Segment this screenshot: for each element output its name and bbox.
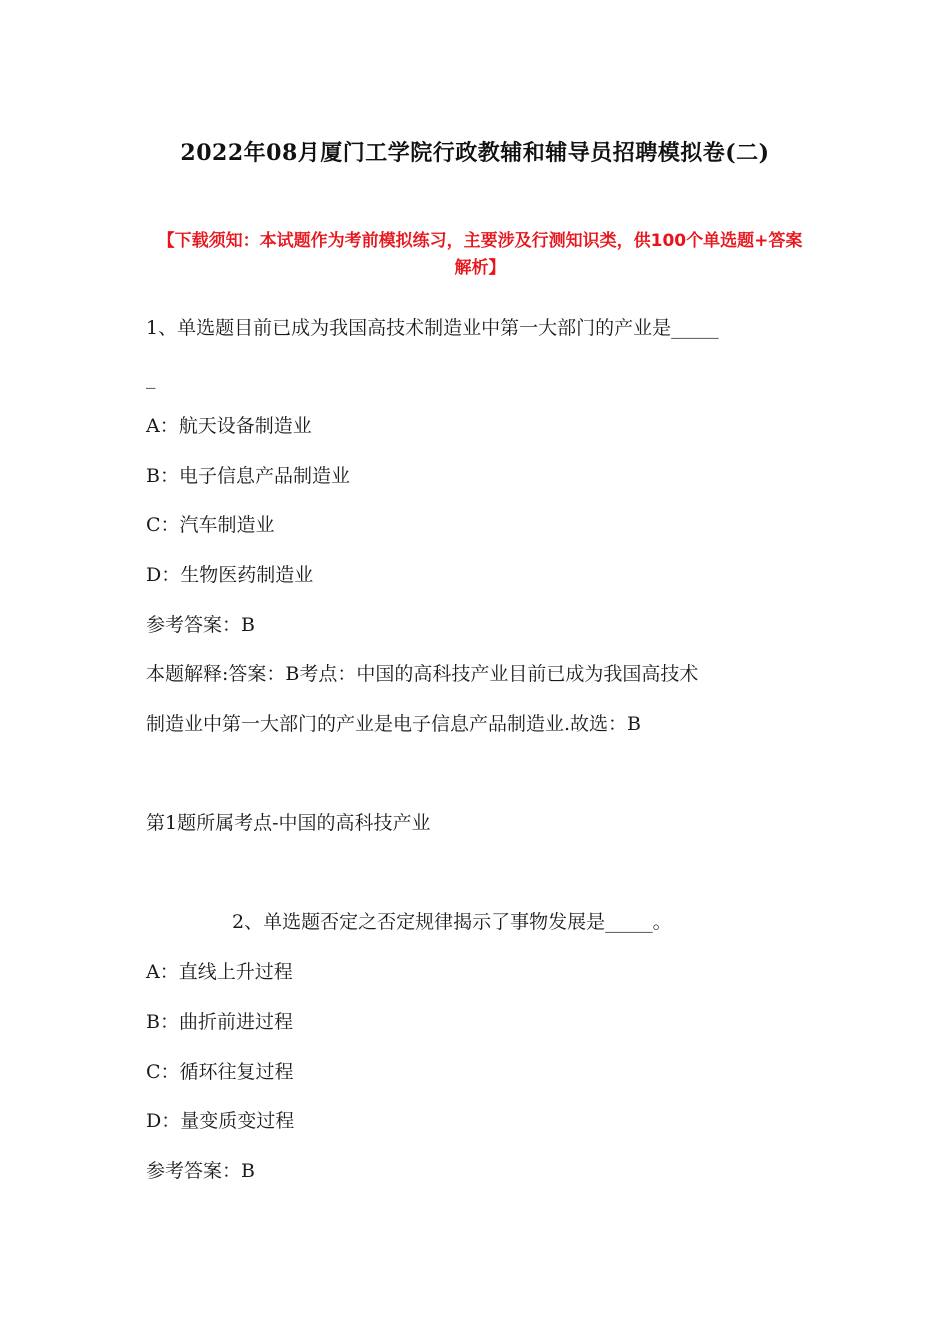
- question-1-explanation: 本题解释:答案：B考点：中国的高科技产业目前已成为我国高技术: [146, 663, 699, 685]
- question-1-explanation-continued: 制造业中第一大部门的产业是电子信息产品制造业.故选：B: [146, 713, 642, 735]
- question-1-answer: 参考答案：B: [146, 614, 255, 636]
- question-1-option-c: C：汽车制造业: [146, 514, 275, 536]
- question-2-option-d: D：量变质变过程: [146, 1110, 295, 1132]
- question-1-stem-continued: _: [146, 367, 156, 389]
- question-2-option-b: B：曲折前进过程: [146, 1011, 293, 1033]
- question-1-option-b: B：电子信息产品制造业: [146, 465, 350, 487]
- question-2-option-a: A：直线上升过程: [146, 961, 293, 983]
- question-1-stem: 1、单选题目前已成为我国高技术制造业中第一大部门的产业是_____: [146, 317, 719, 339]
- question-2-answer: 参考答案：B: [146, 1160, 255, 1182]
- question-1-topic: 第1题所属考点-中国的高科技产业: [146, 812, 431, 834]
- question-1-option-d: D：生物医药制造业: [146, 564, 314, 586]
- question-2-option-c: C：循环往复过程: [146, 1061, 294, 1083]
- document-title: 2022年08月厦门工学院行政教辅和辅导员招聘模拟卷(二): [180, 140, 770, 166]
- question-2-stem: 2、单选题否定之否定规律揭示了事物发展是_____。: [232, 911, 672, 933]
- download-notice: 【下载须知：本试题作为考前模拟练习，主要涉及行测知识类，供100个单选题+答案解析】: [157, 231, 803, 278]
- question-1-option-a: A：航天设备制造业: [146, 415, 312, 437]
